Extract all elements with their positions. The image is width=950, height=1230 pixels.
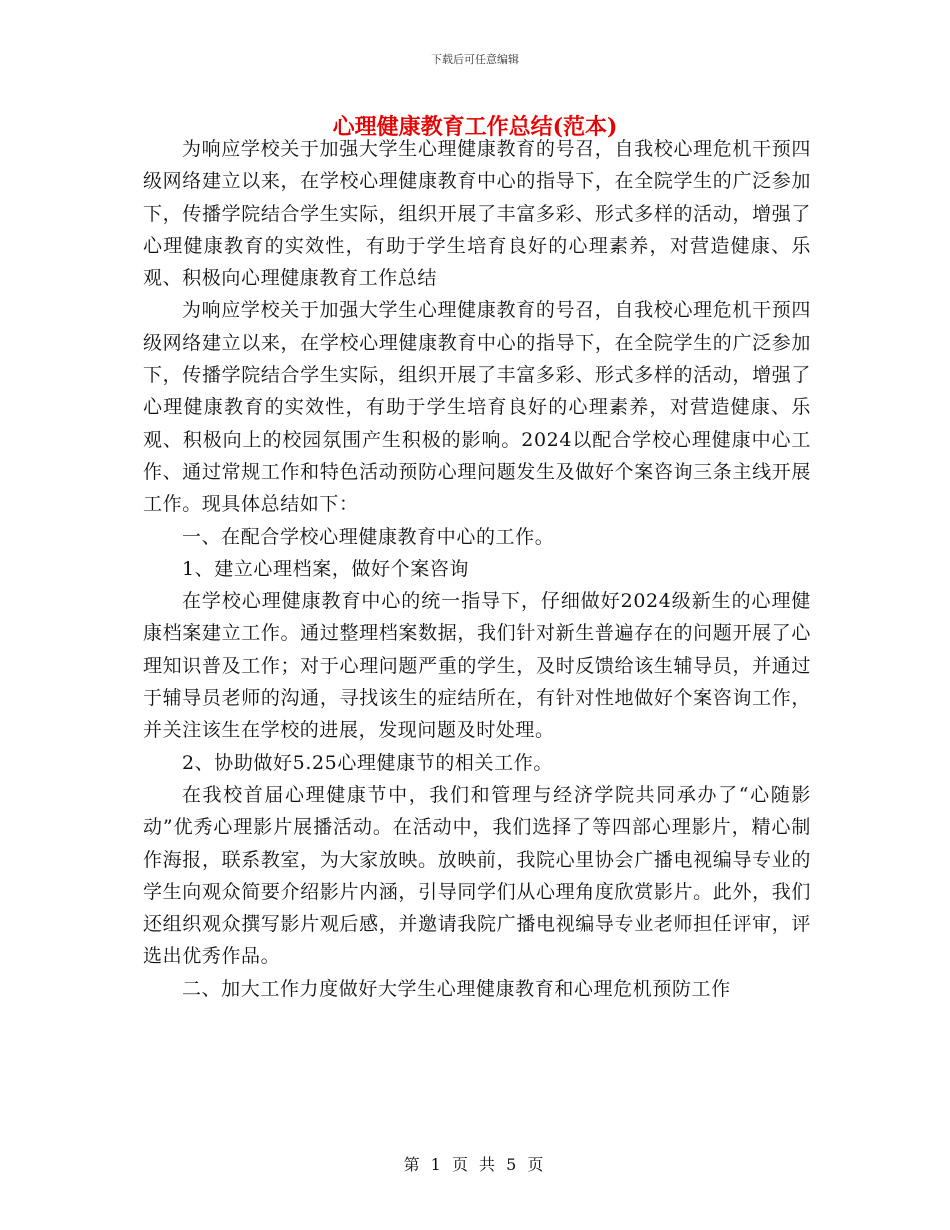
- body-paragraph-2: 为响应学校关于加强大学生心理健康教育的号召，自我校心理危机干预四级网络建立以来，在学校心理健康教育中心的指导下，在全院学生的广泛参加下，传播学院结合学生实际，组织开展了丰富多彩、形式多样的活动，增强了心理健康教育的实效性，有助于学生培育良好的心理素养，对营造健康、乐观、积极向上的校园氛围产生积极的影响。2024以配合学校心理健康中心工作、通过常规工作和特色活动预防心理问题发生及做好个案咨询三条主线开展工作。现具体总结如下：: [143, 299, 811, 516]
- section-heading-1: 一、在配合学校心理健康教育中心的工作。: [181, 525, 555, 548]
- document-title: 心理健康教育工作总结(范本): [332, 114, 618, 140]
- page-header-note: 下载后可任意编辑: [431, 53, 519, 66]
- body-paragraph-4: 在我校首届心理健康节中，我们和管理与经济学院共同承办了“心随影动”优秀心理影片展播活动。在活动中，我们选择了等四部心理影片，精心制作海报，联系教室，为大家放映。放映前，我院心里协会广播电视编导专业的学生向观众简要介绍影片内涵，引导同学们从心理角度欣赏影片。此外，我们还组织观众撰写影片观后感，并邀请我院广播电视编导专业老师担任评审，评选出优秀作品。: [143, 783, 811, 968]
- body-paragraph-1: 为响应学校关于加强大学生心理健康教育的号召，自我校心理危机干预四级网络建立以来，在学校心理健康教育中心的指导下，在全院学生的广泛参加下，传播学院结合学生实际，组织开展了丰富多彩、形式多样的活动，增强了心理健康教育的实效性，有助于学生培育良好的心理素养，对营造健康、乐观、积极向心理健康教育工作总结: [143, 138, 811, 290]
- body-paragraph-3: 在学校心理健康教育中心的统一指导下，仔细做好2024级新生的心理健康档案建立工作。通过整理档案数据，我们针对新生普遍存在的问题开展了心理知识普及工作；对于心理问题严重的学生，及时反馈给该生辅导员，并通过于辅导员老师的沟通，寻找该生的症结所在，有针对性地做好个案咨询工作，并关注该生在学校的进展，发现问题及时处理。: [143, 590, 811, 742]
- section-heading-2: 二、加大工作力度做好大学生心理健康教育和心理危机预防工作: [181, 977, 731, 1000]
- document-body: [143, 133, 811, 1005]
- subsection-heading-2: 2、协助做好5.25心理健康节的相关工作。: [181, 751, 553, 774]
- page-number-footer: 第 1 页 共 5 页: [403, 1155, 547, 1174]
- subsection-heading-1: 1、建立心理档案，做好个案咨询: [181, 557, 470, 580]
